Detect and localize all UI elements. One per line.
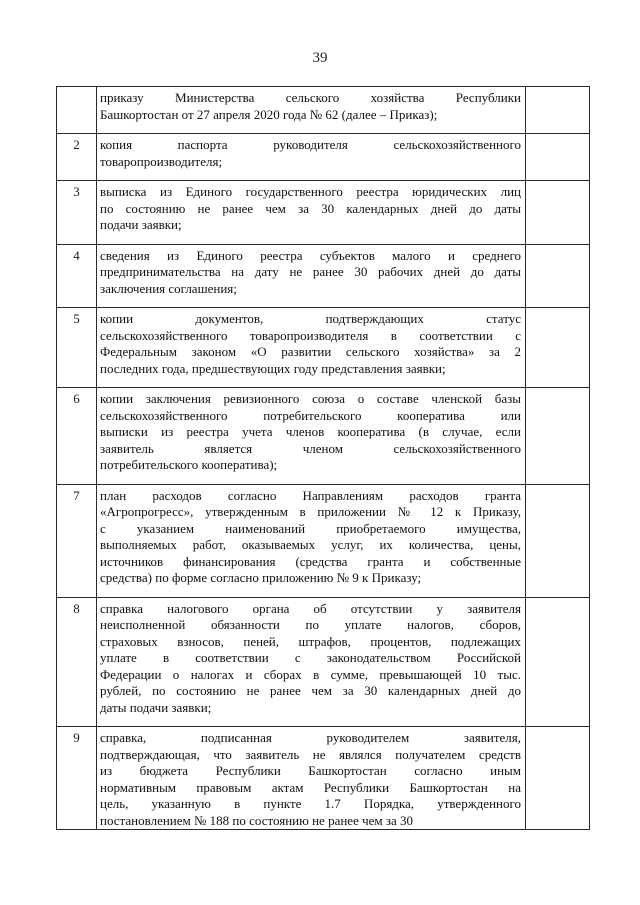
description-line: товаропроизводителя; (100, 153, 223, 169)
description-line: Башкортостан от 27 апреля 2020 года № 62 (далее – Приказ); (100, 106, 438, 122)
item-description (97, 87, 526, 134)
description-line: неисполненной обязанности по уплате налогов, сборов, (100, 617, 521, 632)
description-line: цель, указанную в пункте 1.7 Порядка, утвержденного (100, 796, 521, 811)
description-line: с указанием наименований приобретаемого имущества, (100, 520, 521, 536)
table-row (57, 181, 590, 245)
item-number: 2 (57, 134, 97, 181)
empty-column-cell (526, 244, 590, 308)
description-line: сельскохозяйственного товаропроизводителя в соответствии с (100, 327, 521, 343)
description-line: Федеральным законом «О развитии сельского хозяйства» за 2 (100, 344, 521, 359)
description-line: «Агропрогресс», утвержденным в приложении № 12 к Приказу, (100, 504, 521, 519)
table-row (57, 388, 590, 485)
empty-column-cell (526, 597, 590, 727)
description-line: нормативным правовым актам Республики Башкортостан на (100, 779, 521, 795)
item-description (97, 134, 526, 181)
description-line: средства) по форме согласно приложению № 9 к Приказу; (100, 570, 422, 585)
description-line: сведения из Единого реестра субъектов малого и среднего (100, 247, 521, 263)
description-line: Федерации о налогах и сборах в сумме, превышающей 10 тыс. (100, 666, 521, 682)
item-description (97, 244, 526, 308)
description-line: предпринимательства на дату не ранее 30 рабочих дней до даты (100, 264, 521, 279)
description-line: подачи заявки; (100, 217, 182, 232)
requirements-table-body (57, 87, 590, 830)
empty-column-cell (526, 134, 590, 181)
empty-column-cell (526, 388, 590, 485)
table-row (57, 597, 590, 727)
item-description (97, 484, 526, 597)
description-line: выписка из Единого государственного реестра юридических лиц (100, 184, 521, 199)
description-line: план расходов согласно Направлениям расходов гранта (100, 487, 521, 503)
empty-column-cell (526, 181, 590, 245)
description-line: постановлением № 188 по состоянию не ранее чем за 30 (100, 812, 414, 828)
description-line: подтверждающая, что заявитель не являлся получателем средств (100, 746, 521, 762)
description-line: страховых взносов, пеней, штрафов, процентов, подлежащих (100, 633, 521, 649)
item-number: 4 (57, 244, 97, 308)
description-line: из бюджета Республики Башкортостан согласно иным (100, 763, 521, 778)
table-row (57, 134, 590, 181)
empty-column-cell (526, 727, 590, 830)
empty-column-cell (526, 484, 590, 597)
item-description (97, 727, 526, 830)
description-line: выписки из реестра учета членов кооператива (в случае, если (100, 424, 521, 439)
item-description (97, 308, 526, 388)
item-number: 7 (57, 484, 97, 597)
empty-column-cell (526, 308, 590, 388)
description-line: справка налогового органа об отсутствии у заявителя (100, 600, 521, 616)
item-description (97, 181, 526, 245)
description-line: заключения соглашения; (100, 280, 237, 296)
item-description (97, 597, 526, 727)
item-number: 6 (57, 388, 97, 485)
table-row (57, 308, 590, 388)
description-line: сельскохозяйственного потребительского кооператива или (100, 407, 521, 423)
description-line: копии заключения ревизионного союза о составе членской базы (100, 391, 521, 406)
description-line: приказу Министерства сельского хозяйства Республики (100, 90, 521, 105)
item-number (57, 87, 97, 134)
description-line: последних года, предшествующих году представления заявки; (100, 360, 446, 376)
item-number: 8 (57, 597, 97, 727)
description-line: источников финансирования (средства гранта и собственные (100, 553, 521, 569)
table-row (57, 87, 590, 134)
description-line: рублей, по состоянию не ранее чем за 30 календарных дней до (100, 683, 521, 698)
empty-column-cell (526, 87, 590, 134)
item-number: 9 (57, 727, 97, 830)
description-line: копия паспорта руководителя сельскохозяйственного (100, 137, 521, 152)
description-line: даты подачи заявки; (100, 699, 212, 715)
description-line: уплате в соответствии с законодательством Российской (100, 650, 521, 665)
description-line: по состоянию не ранее чем за 30 календарных дней до даты (100, 200, 521, 216)
description-line: справка, подписанная руководителем заявителя, (100, 730, 521, 745)
item-number: 3 (57, 181, 97, 245)
table-row (57, 244, 590, 308)
requirements-table (56, 86, 590, 830)
item-description (97, 388, 526, 485)
description-line: копии документов, подтверждающих статус (100, 311, 521, 326)
description-line: заявитель является членом сельскохозяйственного (100, 440, 521, 456)
description-line: выполняемых работ, оказываемых услуг, их количества, цены, (100, 537, 521, 552)
item-number: 5 (57, 308, 97, 388)
table-row (57, 484, 590, 597)
table-row (57, 727, 590, 830)
description-line: потребительского кооператива); (100, 457, 278, 472)
page-number: 39 (312, 50, 328, 66)
